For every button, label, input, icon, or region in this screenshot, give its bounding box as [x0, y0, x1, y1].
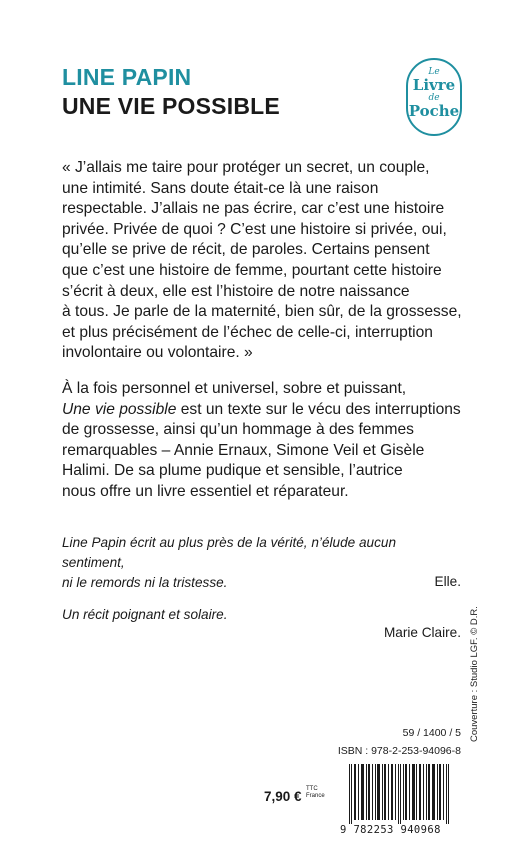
blurb-line: nous offre un livre essentiel et réparateur.	[62, 482, 349, 500]
blurb-line: remarquables – Annie Ernaux, Simone Veil et Gisèle	[62, 441, 425, 459]
cover-credit: Couverture : Studio LGF. © D.R.	[469, 606, 480, 742]
review-quote-2: Un récit poignant et solaire.	[62, 607, 228, 622]
publisher-logo	[406, 58, 462, 136]
quote-line: involontaire ou volontaire. »	[62, 344, 253, 362]
quote-line: une intimité. Sans doute était-ce là une raison	[62, 179, 379, 197]
quote-line: s’écrit à deux, elle est l’histoire de notre naissance	[62, 282, 410, 300]
blurb-line: de grossesse, ainsi qu’un hommage à des femmes	[62, 421, 414, 439]
quote-paragraph	[62, 158, 482, 364]
blurb-line: Halimi. De sa plume pudique et sensible, l’autrice	[62, 462, 403, 480]
logo-line-4: Poche	[408, 102, 460, 120]
review-source-1: Elle.	[434, 574, 461, 589]
quote-line: qu’elle se prive de récit, de paroles. Certains pensent	[62, 241, 430, 259]
blurb-line-rest: est un texte sur le vécu des interruptions	[176, 400, 461, 418]
logo-line-1: Le	[428, 67, 440, 77]
isbn: ISBN : 978-2-253-94096-8	[337, 745, 461, 757]
blurb-title-italic: Une vie possible	[62, 400, 177, 418]
blurb-line: À la fois personnel et universel, sobre et puissant,	[62, 380, 407, 397]
quote-line: respectable. J’allais ne pas écrire, car c’est une histoire	[62, 200, 445, 218]
price: 7,90 €	[264, 789, 302, 804]
book-title: UNE VIE POSSIBLE	[62, 93, 280, 119]
review-source-2: Marie Claire.	[383, 625, 461, 640]
blurb-paragraph	[62, 379, 482, 503]
blurb-line	[62, 400, 482, 421]
barcode-digits: 9 782253 940968	[340, 824, 441, 836]
quote-line: privée. Privée de quoi ? C’est une histoire si privée, oui,	[62, 220, 447, 238]
price-tax-note	[306, 786, 325, 800]
barcode-bars	[340, 762, 462, 824]
review-line: ni le remords ni la tristesse.	[62, 575, 228, 590]
logo-line-2: Livre	[412, 76, 456, 94]
review-line: Line Papin écrit au plus près de la vérité, n’élude aucun sentiment,	[62, 535, 397, 570]
quote-line: à tous. Je parle de la maternité, bien sûr, de la grossesse,	[62, 303, 462, 321]
barcode	[340, 762, 462, 836]
quote-line: que c’est une histoire de femme, pourtant cette histoire	[62, 261, 442, 279]
price-tax-line-1: TTC	[306, 786, 318, 792]
catalog-code: 59 / 1400 / 5	[402, 727, 461, 739]
quote-line: et plus précisément de l’échec de celle-ci, interruption	[62, 323, 433, 341]
quote-line: « J’allais me taire pour protéger un secret, un couple,	[62, 159, 430, 176]
price-tax-line-2: France	[306, 793, 325, 799]
review-quote-1	[62, 533, 462, 593]
logo-line-3: de	[428, 93, 440, 103]
author-name: LINE PAPIN	[62, 64, 192, 90]
